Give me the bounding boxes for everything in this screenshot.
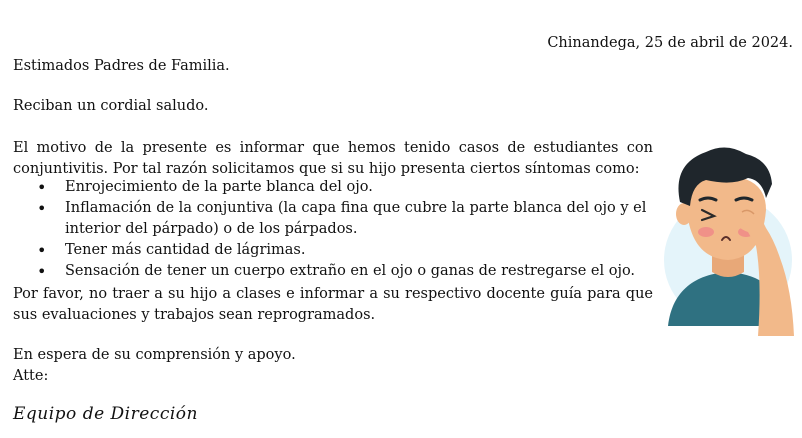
greeting: Reciban un cordial saludo. — [13, 98, 209, 114]
list-item: • Enrojecimiento de la parte blanca del ojo. — [13, 177, 653, 198]
closing-line: En espera de su comprensión y apoyo. — [13, 347, 296, 363]
list-item: • Inflamación de la conjuntiva (la capa fina que cubre la parte blanca del ojo y el interior del párpado) o de los párpados. — [13, 198, 653, 240]
letter-date: Chinandega, 25 de abril de 2024. — [547, 35, 793, 51]
sign-off: Atte: — [13, 368, 49, 384]
request-paragraph: Por favor, no traer a su hijo a clases e informar a su respectivo docente guía para que sus evaluaciones y trabajos sean reprogramados. — [13, 286, 653, 323]
child-rubbing-eye-illustration — [662, 140, 794, 336]
salutation: Estimados Padres de Familia. — [13, 58, 230, 74]
list-item: • Tener más cantidad de lágrimas. — [13, 240, 653, 261]
cheek — [698, 227, 714, 237]
signature: Equipo de Dirección — [13, 404, 198, 424]
intro-paragraph: El motivo de la presente es informar que hemos tenido casos de estudiantes con conjuntivitis. Por tal razón solicitamos que si su hijo presenta ciertos síntomas como: — [13, 140, 653, 177]
symptoms-list — [13, 177, 653, 282]
list-item: • Sensación de tener un cuerpo extraño en el ojo o ganas de restregarse el ojo. — [13, 261, 653, 282]
